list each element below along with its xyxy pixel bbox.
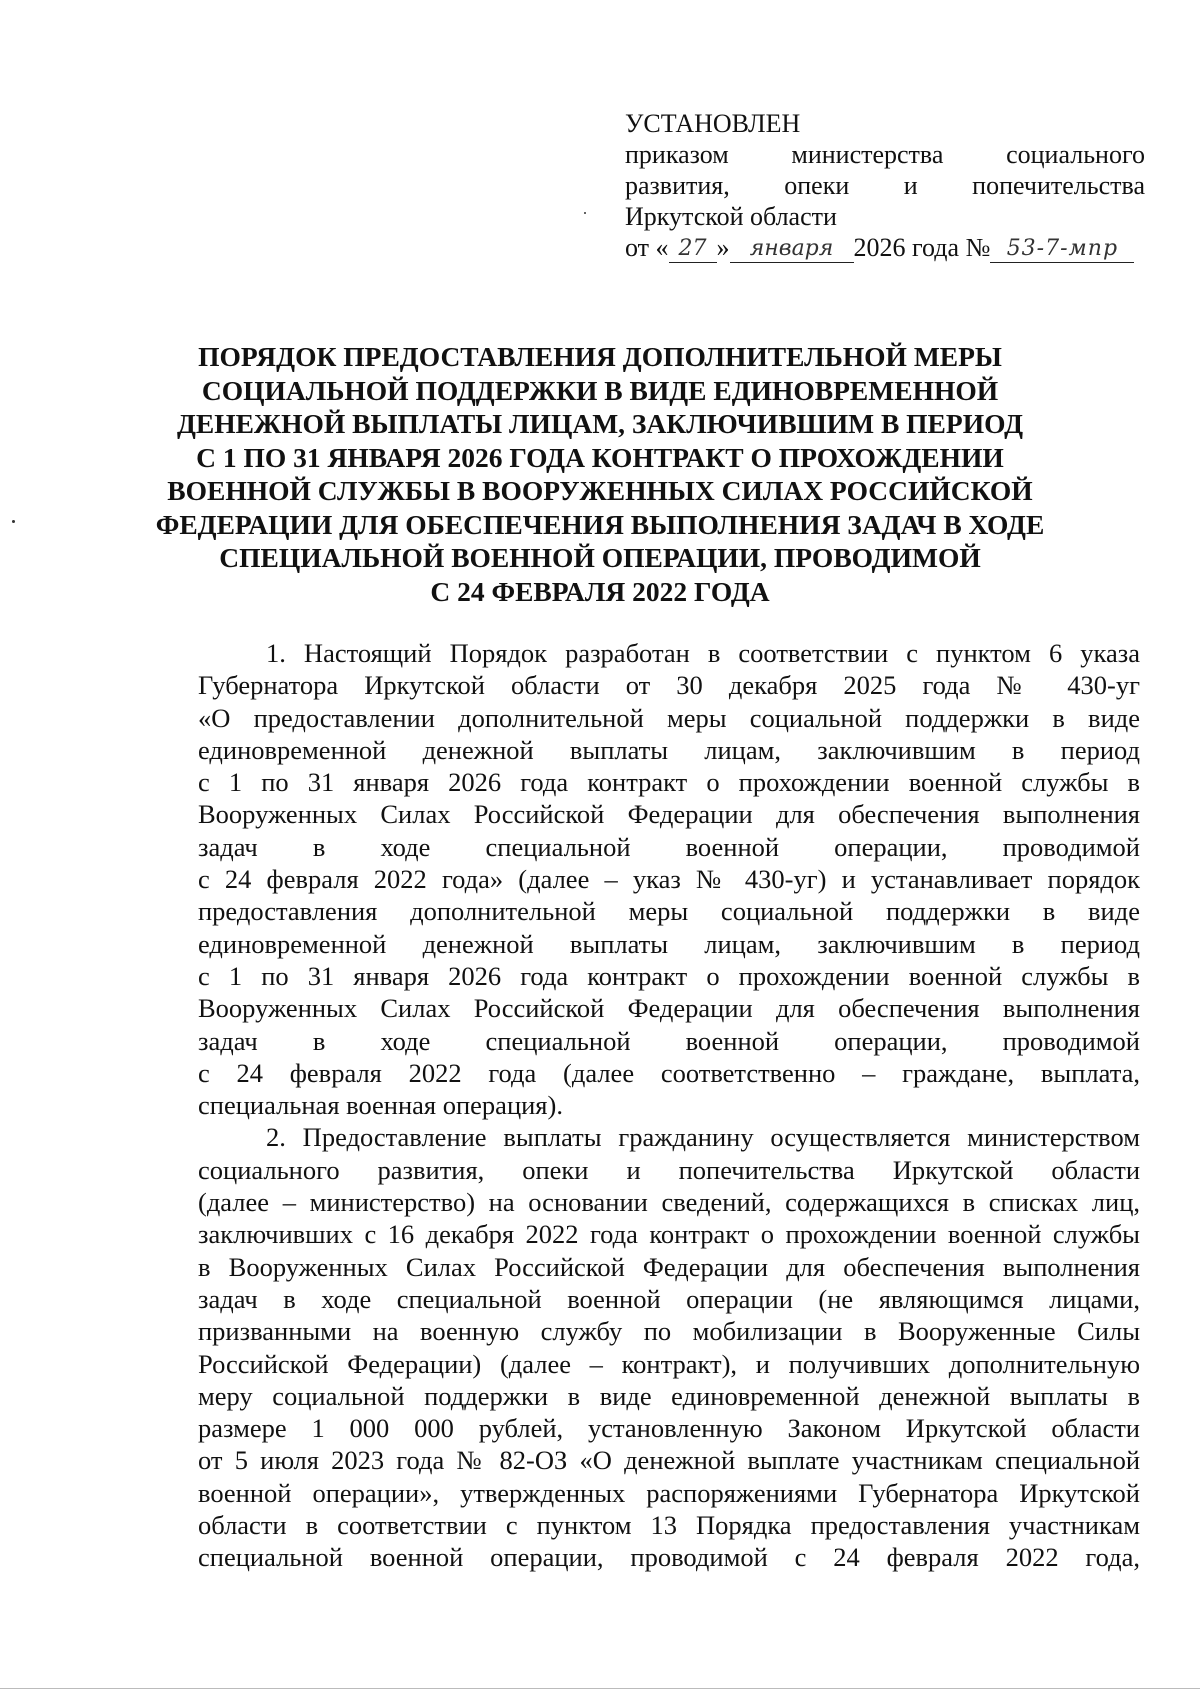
paragraph-line: единовременной денежной выплаты лицам, заключившим в период xyxy=(198,928,1140,959)
date-year: 2026 года № xyxy=(853,233,991,262)
paragraph-line: заключивших с 16 декабря 2022 года контракт о прохождении военной службы xyxy=(198,1219,1140,1250)
title-line: С 1 ПО 31 ЯНВАРЯ 2026 ГОДА КОНТРАКТ О ПРОХОЖДЕНИИ xyxy=(196,441,1004,473)
paragraph-line: Российской Федерации) (далее – контракт), и получивших дополнительную xyxy=(198,1348,1140,1379)
date-mid: » xyxy=(716,233,730,262)
paragraph-line: призванными на военную службу по мобилизации в Вооруженные Силы xyxy=(198,1316,1140,1347)
title-line: С 24 ФЕВРАЛЯ 2022 ГОДА xyxy=(430,575,770,607)
paragraph-line: «О предоставлении дополнительной меры социальной поддержки в виде xyxy=(198,702,1140,733)
page-bottom-edge xyxy=(0,1688,1200,1689)
paragraph-1 xyxy=(198,637,1140,1121)
paragraph-line: специальной военной операции, проводимой с 24 февраля 2022 года, xyxy=(198,1542,1140,1573)
paragraph-line: с 1 по 31 января 2026 года контракт о прохождении военной службы в xyxy=(198,767,1140,798)
title-line: СОЦИАЛЬНОЙ ПОДДЕРЖКИ В ВИДЕ ЕДИНОВРЕМЕННОЙ xyxy=(201,374,999,406)
paragraph-line: военной операции», утвержденных распоряжениями Губернатора Иркутской xyxy=(198,1477,1140,1508)
paragraph-line: области в соответствии с пунктом 13 Порядка предоставления участникам xyxy=(198,1510,1140,1541)
paragraph-line: от 5 июля 2023 года № 82-ОЗ «О денежной выплате участникам специальной xyxy=(198,1445,1140,1476)
approval-line-1: приказом министерства социального xyxy=(625,140,1145,169)
paragraph-line: (далее – министерство) на основании сведений, содержащихся в списках лиц, xyxy=(198,1187,1140,1218)
paragraph-line: предоставления дополнительной меры социальной поддержки в виде xyxy=(198,896,1140,927)
paragraph-line: специальная военная операция). xyxy=(198,1090,563,1121)
title-line: ФЕДЕРАЦИИ ДЛЯ ОБЕСПЕЧЕНИЯ ВЫПОЛНЕНИЯ ЗАДАЧ В ХОДЕ xyxy=(155,508,1045,540)
paragraph-line: Вооруженных Силах Российской Федерации для обеспечения выполнения xyxy=(198,993,1140,1024)
title-line: ВОЕННОЙ СЛУЖБЫ В ВООРУЖЕННЫХ СИЛАХ РОССИЙСКОЙ xyxy=(167,475,1033,506)
paragraph-line: с 1 по 31 января 2026 года контракт о прохождении военной службы в xyxy=(198,960,1140,991)
handwritten-month: января xyxy=(730,236,854,263)
approval-line-2: развития, опеки и попечительства xyxy=(625,171,1145,200)
paragraph-line: Губернатора Иркутской области от 30 декабря 2025 года № 430-уг xyxy=(198,670,1140,701)
approval-heading: УСТАНОВЛЕН xyxy=(625,109,801,138)
title-line: СПЕЦИАЛЬНОЙ ВОЕННОЙ ОПЕРАЦИИ, ПРОВОДИМОЙ xyxy=(219,542,981,573)
paragraph-line: социального развития, опеки и попечительства Иркутской области xyxy=(198,1154,1140,1185)
paragraph-2 xyxy=(198,1121,1140,1573)
paragraph-line: единовременной денежной выплаты лицам, заключившим в период xyxy=(198,734,1140,765)
paragraph-line: 1. Настоящий Порядок разработан в соответствии с пунктом 6 указа xyxy=(266,638,1140,668)
scan-speck xyxy=(12,520,15,523)
paragraph-line: Вооруженных Силах Российской Федерации для обеспечения выполнения xyxy=(198,799,1140,830)
document-body xyxy=(198,637,1140,1574)
scan-speck xyxy=(584,212,586,214)
handwritten-day: 27 xyxy=(669,236,717,263)
paragraph-line: с 24 февраля 2022 года» (далее – указ № 430-уг) и устанавливает порядок xyxy=(198,864,1140,895)
handwritten-order-number: 53-7-мпр xyxy=(990,236,1134,263)
paragraph-line: размере 1 000 000 рублей, установленную Законом Иркутской области xyxy=(198,1413,1140,1444)
title-line: ДЕНЕЖНОЙ ВЫПЛАТЫ ЛИЦАМ, ЗАКЛЮЧИВШИМ В ПЕРИОД xyxy=(176,408,1024,439)
approval-line-3: Иркутской области xyxy=(625,202,837,231)
paragraph-line: с 24 февраля 2022 года (далее соответственно – граждане, выплата, xyxy=(198,1057,1140,1088)
paragraph-line: меру социальной поддержки в виде единовременной денежной выплаты в xyxy=(198,1380,1140,1411)
paragraph-line: 2. Предоставление выплаты гражданину осуществляется министерством xyxy=(266,1122,1140,1153)
paragraph-line: задач в ходе специальной военной операции (не являющимся лицами, xyxy=(198,1283,1140,1314)
approval-date-line xyxy=(625,232,1145,263)
paragraph-line: в Вооруженных Силах Российской Федерации для обеспечения выполнения xyxy=(198,1251,1140,1282)
paragraph-line: задач в ходе специальной военной операции, проводимой xyxy=(198,1025,1140,1056)
paragraph-line: задач в ходе специальной военной операции, проводимой xyxy=(198,831,1140,862)
title-line: ПОРЯДОК ПРЕДОСТАВЛЕНИЯ ДОПОЛНИТЕЛЬНОЙ МЕРЫ xyxy=(198,341,1002,372)
approval-stamp xyxy=(625,108,1145,263)
document-title xyxy=(150,340,1050,608)
date-prefix: от « xyxy=(625,233,669,262)
